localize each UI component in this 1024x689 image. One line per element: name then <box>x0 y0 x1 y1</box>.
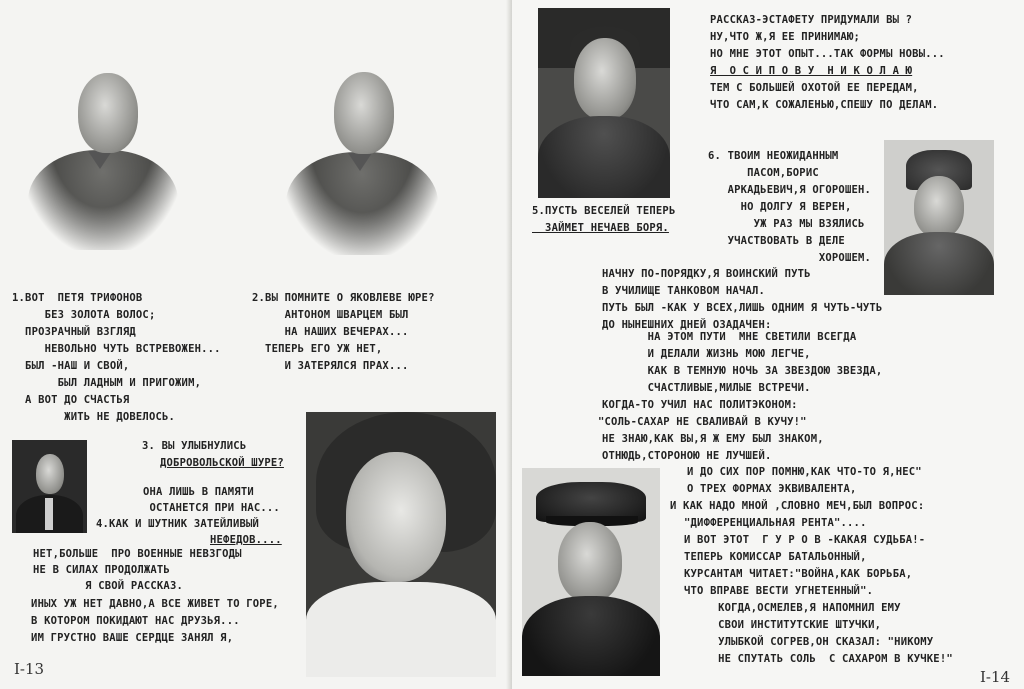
photo-shura-dobrovolskaya <box>306 412 496 677</box>
poem-3-line: ОСТАНЕТСЯ ПРИ НАС... <box>143 502 280 514</box>
poem-line: 6. ТВОИМ НЕОЖИДАННЫМ <box>708 150 839 162</box>
main-line: ТЕПЕРЬ КОМИССАР БАТАЛЬОННЫЙ, <box>684 551 867 563</box>
poem-line: БЫЛ -НАШ И СВОЙ, <box>12 360 130 372</box>
intro-line: НУ,ЧТО Ж,Я ЕЕ ПРИНИМАЮ; <box>710 31 860 43</box>
main-line: КОГДА-ТО УЧИЛ НАС ПОЛИТЭКОНОМ: <box>602 399 798 411</box>
main-line: И КАК НАДО МНОЙ ,СЛОВНО МЕЧ,БЫЛ ВОПРОС: <box>670 500 925 512</box>
intro-line: РАССКАЗ-ЭСТАФЕТУ ПРИДУМАЛИ ВЫ ? <box>710 14 913 26</box>
photo-boris-nechaev <box>884 140 994 295</box>
poem-line: АРКАДЬЕВИЧ,Я ОГОРОШЕН. <box>708 184 872 196</box>
main-line: КУРСАНТАМ ЧИТАЕТ:"ВОЙНА,КАК БОРЬБА, <box>684 568 913 580</box>
page-number: I-14 <box>980 668 1011 686</box>
main-line: "ДИФФЕРЕНЦИАЛЬНАЯ РЕНТА".... <box>684 517 867 529</box>
main-line: ДО НЫНЕШНИХ ДНЕЙ ОЗАДАЧЕН: <box>602 319 772 331</box>
poem-line: НО ДОЛГУ Я ВЕРЕН, <box>708 201 852 213</box>
poem-line: БЫЛ ЛАДНЫМ И ПРИГОЖИМ, <box>12 377 202 389</box>
poem-line: УЖ РАЗ МЫ ВЗЯЛИСЬ <box>708 218 865 230</box>
poem-4-line: НЕ В СИЛАХ ПРОДОЛЖАТЬ <box>33 564 170 576</box>
poem-3-line: 3. ВЫ УЛЫБНУЛИСЬ <box>142 440 247 452</box>
poem-line: ТЕПЕРЬ ЕГО УЖ НЕТ, <box>252 343 383 355</box>
main-line: О ТРЕХ ФОРМАХ ЭКВИВАЛЕНТА, <box>687 483 857 495</box>
main-line: СЧАСТЛИВЫЕ,МИЛЫЕ ВСТРЕЧИ. <box>602 382 811 394</box>
caption-5: ЗАЙМЕТ НЕЧАЕВ БОРЯ. <box>532 222 669 234</box>
poem-4-line: ИНЫХ УЖ НЕТ ДАВНО,А ВСЕ ЖИВЕТ ТО ГОРЕ, <box>18 598 279 610</box>
main-line: КОГДА,ОСМЕЛЕВ,Я НАПОМНИЛ ЕМУ <box>692 602 901 614</box>
poem-line: ПРОЗРАЧНЫЙ ВЗГЛЯД <box>12 326 136 338</box>
poem-line: НА НАШИХ ВЕЧЕРАХ... <box>252 326 409 338</box>
main-line: ОТНЮДЬ,СТОРОНОЮ НЕ ЛУЧШЕЙ. <box>602 450 772 462</box>
photo-petya-trifonov <box>20 55 185 250</box>
poem-line: БЕЗ ЗОЛОТА ВОЛОС; <box>12 309 156 321</box>
poem-line: 1.ВОТ ПЕТЯ ТРИФОНОВ <box>12 292 143 304</box>
poem-line: И ЗАТЕРЯЛСЯ ПРАХ... <box>252 360 409 372</box>
main-line: В УЧИЛИЩЕ ТАНКОВОМ НАЧАЛ. <box>602 285 766 297</box>
main-line: И ДЕЛАЛИ ЖИЗНЬ МОЮ ЛЕГЧЕ, <box>602 348 811 360</box>
main-line: НЕ ЗНАЮ,КАК ВЫ,Я Ж ЕМУ БЫЛ ЗНАКОМ, <box>602 433 824 445</box>
main-line: "СОЛЬ-САХАР НЕ СВАЛИВАЙ В КУЧУ!" <box>598 416 807 428</box>
poem-line: А ВОТ ДО СЧАСТЬЯ <box>12 394 130 406</box>
intro-line: ТЕМ С БОЛЬШЕЙ ОХОТОЙ ЕЕ ПЕРЕДАМ, <box>710 82 919 94</box>
poem-4-name: НЕФЕДОВ.... <box>210 534 282 546</box>
main-line: И ВОТ ЭТОТ Г У Р О В -КАКАЯ СУДЬБА!- <box>684 534 926 546</box>
photo-nikolay-osipov <box>538 8 670 198</box>
intro-line: НО МНЕ ЭТОТ ОПЫТ...ТАК ФОРМЫ НОВЫ... <box>710 48 945 60</box>
main-line: И ДО СИХ ПОР ПОМНЮ,КАК ЧТО-ТО Я,НЕС" <box>687 466 922 478</box>
poem-4-line: В КОТОРОМ ПОКИДАЮТ НАС ДРУЗЬЯ... <box>18 615 240 627</box>
main-line: КАК В ТЕМНУЮ НОЧЬ ЗА ЗВЕЗДОЮ ЗВЕЗДА, <box>602 365 883 377</box>
poem-line: УЧАСТВОВАТЬ В ДЕЛЕ <box>708 235 845 247</box>
poem-4-line: НЕТ,БОЛЬШЕ ПРО ВОЕННЫЕ НЕВЗГОДЫ <box>33 548 242 560</box>
poem-4-line: Я СВОЙ РАССКАЗ. <box>33 580 183 592</box>
caption-5: 5.ПУСТЬ ВЕСЕЛЕЙ ТЕПЕРЬ <box>532 205 676 217</box>
intro-line: ЧТО САМ,К СОЖАЛЕНЬЮ,СПЕШУ ПО ДЕЛАМ. <box>710 99 939 111</box>
poem-line: АНТОНОМ ШВАРЦЕМ БЫЛ <box>252 309 409 321</box>
intro-line: Я О С И П О В У Н И К О Л А Ю <box>710 65 913 77</box>
poem-line: ЖИТЬ НЕ ДОВЕЛОСЬ. <box>12 411 176 423</box>
main-line: НЕ СПУТАТЬ СОЛЬ С САХАРОМ В КУЧКЕ!" <box>692 653 953 665</box>
poem-4-title: 4.КАК И ШУТНИК ЗАТЕЙЛИВЫЙ <box>96 518 260 530</box>
poem-4-line: ИМ ГРУСТНО ВАШЕ СЕРДЦЕ ЗАНЯЛ Я, <box>18 632 234 644</box>
poem-line: ХОРОШЕМ. <box>708 252 872 264</box>
page-number: I-13 <box>14 660 45 678</box>
poem-3-line: ДОБРОВОЛЬСКОЙ ШУРЕ? <box>160 457 284 469</box>
main-line: НА ЭТОМ ПУТИ МНЕ СВЕТИЛИ ВСЕГДА <box>602 331 857 343</box>
main-line: НАЧНУ ПО-ПОРЯДКУ,Я ВОИНСКИЙ ПУТЬ <box>602 268 811 280</box>
photo-gurov <box>522 468 660 676</box>
main-line: ПУТЬ БЫЛ -КАК У ВСЕХ,ЛИШЬ ОДНИМ Я ЧУТЬ-ЧУТЬ <box>602 302 883 314</box>
main-line: ЧТО ВПРАВЕ ВЕСТИ УГНЕТЕННЫЙ". <box>684 585 874 597</box>
poem-3-line: ОНА ЛИШЬ В ПАМЯТИ <box>143 486 254 498</box>
photo-nefedov <box>12 440 87 533</box>
poem-line: ПАСОМ,БОРИС <box>708 167 819 179</box>
poem-line: НЕВОЛЬНО ЧУТЬ ВСТРЕВОЖЕН... <box>12 343 221 355</box>
main-line: СВОИ ИНСТИТУТСКИЕ ШТУЧКИ, <box>692 619 882 631</box>
main-line: УЛЫБКОЙ СОГРЕВ,ОН СКАЗАЛ: "НИКОМУ <box>692 636 934 648</box>
right-page <box>512 0 1024 689</box>
photo-yura-yakovlev <box>280 60 445 255</box>
poem-line: 2.ВЫ ПОМНИТЕ О ЯКОВЛЕВЕ ЮРЕ? <box>252 292 435 304</box>
